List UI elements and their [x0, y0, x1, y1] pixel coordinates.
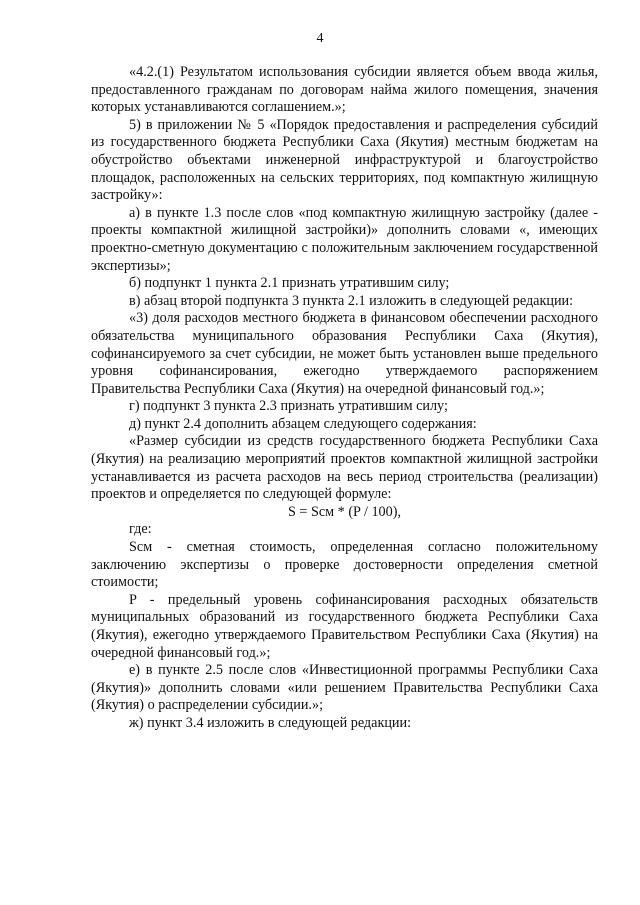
page-number: 4 [316, 31, 324, 46]
paragraph-4-2-1: «4.2.(1) Результатом использования субсидии является объем ввода жилья, предоставленного гражданам по договорам найма жилого помещения, значения которых устанавливаются соглашением.»; [91, 64, 598, 116]
paragraph-where: где: [129, 521, 152, 538]
paragraph-subitem-zh: ж) пункт 3.4 изложить в следующей редакции: [129, 714, 412, 731]
paragraph-item-5: 5) в приложении № 5 «Порядок предоставления и распределения субсидий из государственного бюджета Республики Саха (Якутия) местным бюджетам на обустройство объектами инженерной инфраструктурой и благоустройство площадок, расположенных на сельских территориях, под компактную жилищную застройку»: [91, 116, 598, 204]
paragraph-subitem-b: б) подпункт 1 пункта 2.1 признать утратившим силу; [129, 275, 450, 292]
formula: S = Sсм * (P / 100), [287, 503, 401, 520]
paragraph-subitem-v: в) абзац второй подпункта 3 пункта 2.1 изложить в следующей редакции: [129, 292, 574, 309]
paragraph-definition-scm: Sсм - сметная стоимость, определенная согласно положительному заключению экспертизы о проверке достоверности определения сметной стоимости; [91, 539, 598, 591]
document-body [91, 64, 598, 733]
paragraph-subitem-g: г) подпункт 3 пункта 2.3 признать утратившим силу; [129, 398, 448, 415]
paragraph-subitem-e: е) в пункте 2.5 после слов «Инвестиционной программы Республики Саха (Якутия)» дополнить словами «или решением Правительства Республики Саха (Якутия) о распределении субсидии.»; [91, 662, 598, 714]
paragraph-definition-p: P - предельный уровень софинансирования расходных обязательств муниципальных образований из государственного бюджета Республики Саха (Якутия), ежегодно утверждаемого Правительством Республики Саха (Якутия) на очередной финансовый год.»; [91, 591, 598, 661]
paragraph-subitem-d: д) пункт 2.4 дополнить абзацем следующего содержания: [129, 415, 477, 432]
paragraph-subsidy-size: «Размер субсидии из средств государственного бюджета Республики Саха (Якутия) на реализацию мероприятий проектов компактной жилищной застройки устанавливается из расчета расходов на весь период строительства (реализации) проектов и определяется по следующей формуле: [91, 433, 598, 503]
paragraph-quoted-3: «3) доля расходов местного бюджета в финансовом обеспечении расходного обязательства муниципального образования Республики Саха (Якутия), софинансируемого за счет субсидии, не может быть установлен выше предельного уровня софинансирования, ежегодно утверждаемого распоряжением Правительства Республики Саха (Якутия) на очередной финансовый год.»; [91, 310, 598, 397]
paragraph-subitem-a: а) в пункте 1.3 после слов «под компактную жилищную застройку (далее - проекты компактной жилищной застройки)» дополнить словами «, имеющих проектно-сметную документацию с положительным заключением государственной экспертизы»; [91, 204, 598, 274]
